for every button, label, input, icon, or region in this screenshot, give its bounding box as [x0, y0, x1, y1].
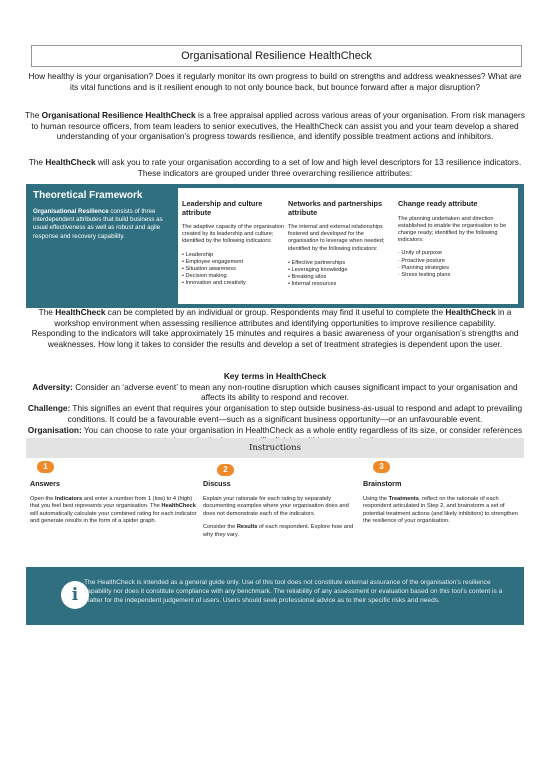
attribute-body: The planning undertaken and direction established to enable the organisation to be change ready; identified by the following indicators:	[398, 215, 507, 244]
term-label: Challenge:	[27, 403, 71, 414]
step-text-bold: HealthCheck	[161, 503, 196, 510]
attribute-change-ready	[398, 200, 510, 279]
step-title: Brainstorm	[363, 479, 402, 488]
intro-p2-bold: Organisational Resilience HealthCheck	[41, 110, 196, 120]
step-text	[363, 496, 523, 526]
indicator-item: · Stress testing plans	[398, 272, 510, 279]
intro-p2-lead: The	[25, 110, 42, 120]
usage-paragraph-1	[24, 307, 526, 328]
indicator-item: · Proactive posture	[398, 258, 510, 265]
info-icon: i	[61, 581, 89, 609]
step-text: Explain your rationale for each rating by separately documenting examples where your organisation does and does not demonstrate each of the indicators.	[203, 495, 349, 517]
intro-p2-rest: is a free appraisal applied across various areas of your organisation. From risk managers to human resource officers, from team leaders to senior executives, the HealthCheck can assist you and your team develop a shared understanding of your organisation’s progress towards resilience, and identify possible treatment actions and inhibitors.	[31, 110, 525, 142]
step-title: Answers	[30, 479, 60, 488]
usage-p1-bold1: HealthCheck	[55, 307, 106, 317]
step-title: Discuss	[203, 479, 231, 488]
step-text-part: Consider the	[203, 524, 237, 531]
framework-description	[33, 208, 173, 241]
indicator-item: • Leveraging knowledge	[288, 267, 392, 274]
term-label: Organisation:	[27, 424, 82, 435]
attribute-heading: Networks and partnerships attribute	[288, 199, 383, 217]
usage-p1-lead: The	[38, 307, 56, 317]
page-title-text: Organisational Resilience HealthCheck	[181, 50, 372, 62]
step-text-part: Using the	[363, 495, 389, 502]
usage-p1-bold2: HealthCheck	[445, 307, 496, 317]
indicator-item: · Planning strategies	[398, 265, 510, 272]
step-text-bold: Results	[236, 524, 258, 531]
usage-p1-mid: can be completed by an individual or group. Respondents may find it useful to complete the	[105, 307, 446, 317]
attribute-heading: Change ready attribute	[398, 199, 478, 208]
step-text-part: of each respondent. Explore how and why they vary.	[203, 524, 354, 538]
page-title	[31, 45, 522, 67]
indicator-item: • Leadership	[182, 252, 286, 259]
framework-desc-bold: Organisational Resilience	[33, 208, 109, 215]
term-label: Adversity:	[32, 381, 73, 392]
framework-desc-rest: consists of three interdependent attributes that build business as usual effectiveness as well as robust and agile response and recovery capability.	[33, 208, 163, 240]
step-text-bold: Indicators	[54, 495, 83, 502]
intro-p3-bold: HealthCheck	[45, 157, 96, 167]
usage-paragraph-2: Responding to the indicators will take approximately 15 minutes and requires a basic awareness of your organisation’s strengths and weaknesses. How long it takes to consider the results and develop a set of treatment strategies is dependent upon the user.	[31, 328, 519, 350]
framework-attributes	[178, 188, 518, 304]
intro-p3-rest: will ask you to rate your organisation according to a set of low and high level descriptors for 13 resilience indicators. These indicators are grouped under three overarching resilience attributes:	[95, 157, 522, 178]
instructions-bar	[26, 438, 524, 458]
indicator-item: • Internal resources	[288, 281, 392, 288]
step-2-badge: 2	[217, 464, 234, 476]
step-text-part: will automatically calculate your combined rating for each indicator and generate results in the form of a spider graph.	[30, 510, 197, 525]
step-text	[30, 496, 198, 526]
term-definition: You can choose to rate your organisation in HealthCheck as a whole entity regardless of its size, or consider references	[83, 424, 523, 435]
indicator-item: • Decision making	[182, 273, 286, 280]
step-brainstorm	[363, 480, 523, 532]
intro-paragraph-3	[24, 157, 526, 178]
attribute-networks-partnerships	[288, 200, 392, 289]
term-definition: This signifies an event that requires your organisation to step outside business-as-usual to respond and adapt to prevailing conditions. It could be a favourable event—such as a significant business opportunity—or an unfavourable event.	[67, 403, 523, 424]
usage-p1-rest: in a workshop environment when assessing resilience attributes and identifying opportunities to improve resilience capability.	[54, 307, 512, 328]
step-discuss	[203, 480, 361, 546]
disclaimer-text: The HealthCheck is intended as a general guide only. Use of this tool does not constitute external assurance of the organisation’s resilience capability nor does it constitute compliance with any benchmark. The reliability of any assessment or evaluation based on this tool’s content is a matter for the independent judgement of users. Users should seek professional advice as to their specific risks and needs.	[84, 579, 503, 604]
step-3-badge: 3	[373, 461, 390, 473]
indicator-item: • Employee engagement	[182, 259, 286, 266]
intro-paragraph-1: How healthy is your organisation? Does it regularly monitor its own progress to build on strengths and address weaknesses? What are its vital functions and is it resilient enough to not only bounce back, but bounce forward after a major disruption?	[28, 71, 522, 92]
step-text-part: Open the	[30, 495, 55, 502]
attribute-heading: Leadership and culture attribute	[182, 199, 263, 217]
indicator-item: • Innovation and creativity	[182, 280, 286, 287]
attribute-leadership-culture	[182, 200, 286, 288]
key-terms-section	[24, 371, 526, 446]
disclaimer-panel	[26, 567, 524, 625]
indicator-item: · Unity of purpose	[398, 250, 510, 257]
usage-text	[24, 307, 526, 350]
key-terms-heading: Key terms in HealthCheck	[223, 371, 327, 381]
indicator-item: • Effective partnerships	[288, 260, 392, 267]
theoretical-framework-panel	[26, 184, 524, 308]
step-1-badge: 1	[37, 461, 54, 473]
step-answers	[30, 480, 198, 532]
key-term-adversity	[24, 382, 526, 403]
term-definition: Consider an ‘adverse event’ to mean any non-routine disruption which causes significant impact to your organisation and affects its ability to respond and recover.	[72, 381, 518, 403]
instructions-label: Instructions	[249, 443, 301, 453]
indicator-item: • Breaking silos	[288, 274, 392, 281]
key-term-challenge	[24, 403, 526, 424]
attribute-body: The adaptive capacity of the organisation created by its leadership and culture; identified by the following indicators:	[182, 224, 284, 245]
indicator-item: • Situation awareness	[182, 266, 286, 273]
intro-p3-lead: The	[28, 157, 46, 167]
step-text-2	[203, 524, 361, 539]
intro-paragraph-2	[24, 110, 526, 142]
step-text-bold: Treatments	[388, 495, 419, 502]
step-text-part: , reflect on the rationale of each respondent articulated in Step 2, and brainstorm a set of potential treatment actions (and likely inhibitors) to strengthen the resilience of your organisation.	[363, 495, 518, 525]
framework-title: Theoretical Framework	[33, 190, 143, 201]
attribute-body: The internal and external relationships fostered and developed for the organisation to leverage when needed; identified by the following indicators:	[288, 224, 385, 252]
step-text-part: and enter a number from 1 (low) to 4 (high) that you feel best represents your organisation. The	[30, 495, 193, 510]
